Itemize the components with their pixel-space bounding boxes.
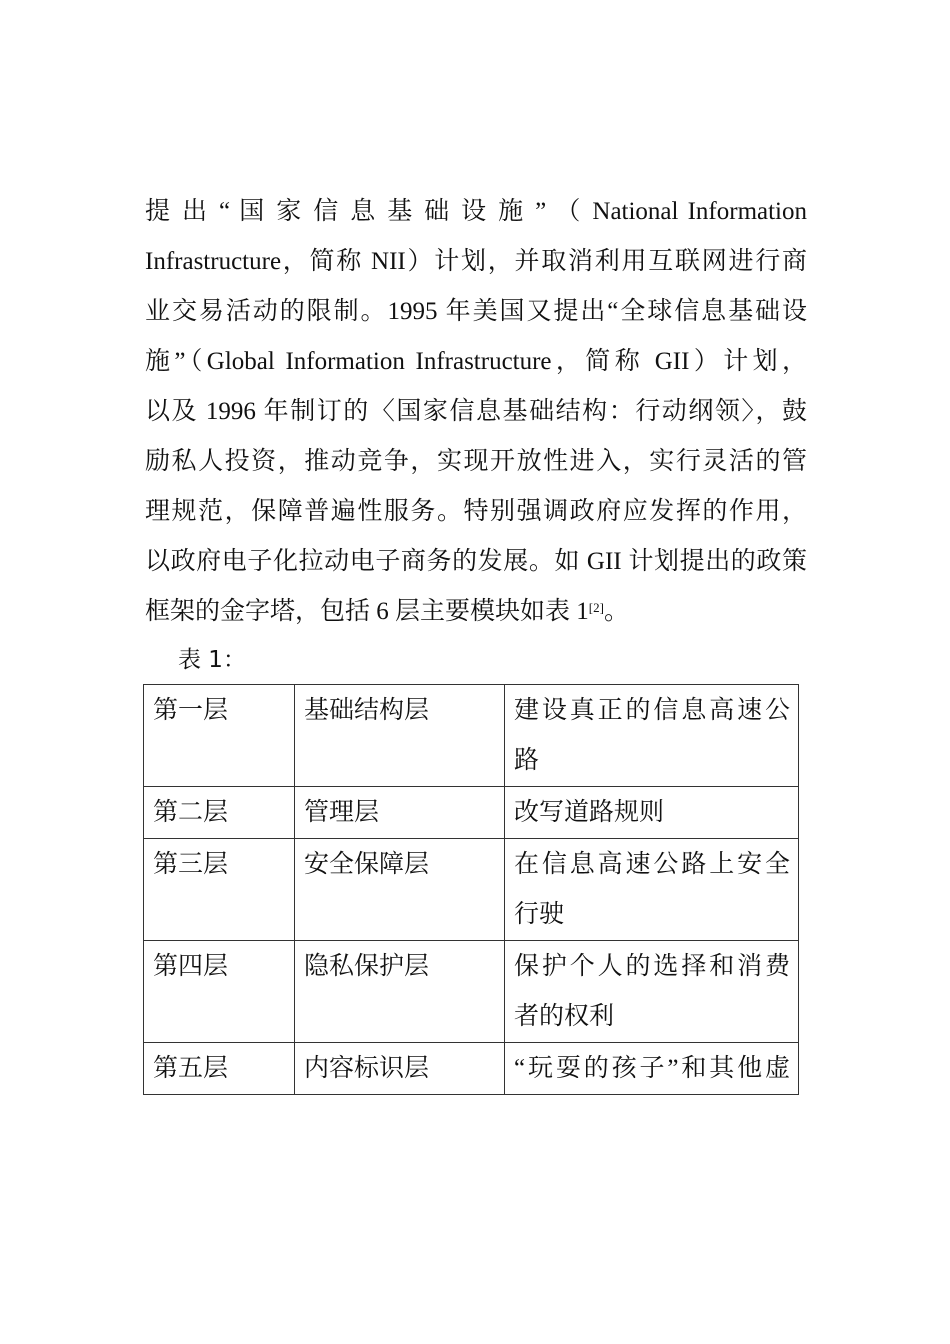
table-row [144,685,799,787]
layer-name-cell: 基础结构层 [295,685,505,787]
layer-name-cell: 管理层 [295,787,505,839]
layer-description-cell [505,1043,799,1095]
paragraph-line: Infrastructure，简称 NII）计划，并取消利用互联网进行商 [145,248,807,275]
layer-name-cell: 内容标识层 [295,1043,505,1095]
layer-name-cell: 安全保障层 [295,839,505,941]
paragraph-last-line [145,587,807,637]
paragraph-line: 施”（Global Information Infrastructure，简称 GII）计划， [145,348,807,375]
layer-level-cell: 第二层 [144,787,295,839]
layer-level-cell: 第五层 [144,1043,295,1095]
description-line: 路 [514,747,540,774]
paragraph-line: 以及 1996 年制订的〈国家信息基础结构：行动纲领〉，鼓 [145,398,807,425]
layer-description-cell [505,685,799,787]
description-line: 行驶 [514,901,565,928]
paragraph-line: 提 出 “ 国 家 信 息 基 础 设 施 ” （ National Information [145,198,807,225]
table-row [144,839,799,941]
layer-description-cell [505,787,799,839]
body-paragraph [145,187,807,637]
paragraph-last-line-end: 。 [603,598,629,625]
description-line: 建设真正的信息高速公 [514,697,790,724]
gii-layers-table [143,684,799,1095]
layer-level-cell: 第四层 [144,941,295,1043]
paragraph-line: 以政府电子化拉动电子商务的发展。如 GII 计划提出的政策 [145,548,807,575]
description-line: 改写道路规则 [514,799,665,826]
paragraph-line: 励私人投资，推动竞争，实现开放性进入，实行灵活的管 [145,448,807,475]
paragraph-last-line-text: 框架的金字塔，包括 6 层主要模块如表 1 [145,598,589,625]
description-line: “玩耍的孩子”和其他虚 [514,1055,790,1082]
table-row [144,1043,799,1095]
layer-level-cell: 第一层 [144,685,295,787]
table-row [144,787,799,839]
description-line: 保护个人的选择和消费 [514,953,790,980]
layer-name-cell: 隐私保护层 [295,941,505,1043]
description-line: 者的权利 [514,1003,615,1030]
citation-reference[interactable]: [2] [588,600,604,615]
layer-description-cell [505,839,799,941]
table-row [144,941,799,1043]
description-line: 在信息高速公路上安全 [514,851,790,878]
table-caption: 表 1： [178,647,246,673]
layer-level-cell: 第三层 [144,839,295,941]
paragraph-line: 理规范，保障普遍性服务。特别强调政府应发挥的作用， [145,498,807,525]
paragraph-line: 业交易活动的限制。1995 年美国又提出“全球信息基础设 [145,298,807,325]
layer-description-cell [505,941,799,1043]
